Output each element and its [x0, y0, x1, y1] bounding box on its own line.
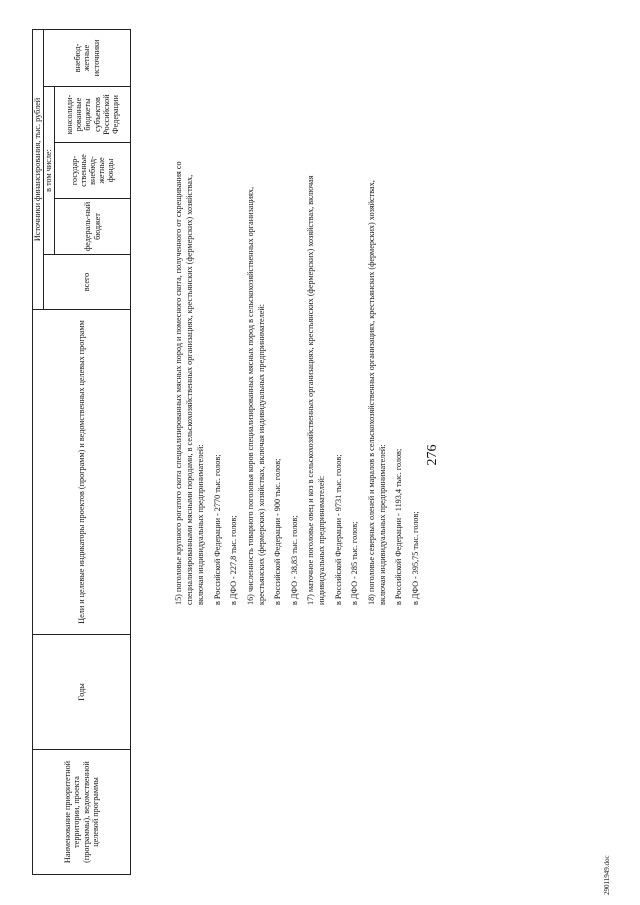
paragraph: 18) поголовье северных оленей и маралов в сельскохозяйственных организациях, крестьянских (фермерских) хозяйствах, включая индивидуальных предпринимателей: — [366, 180, 387, 605]
doc-code: 29011949.doc — [603, 855, 611, 895]
paragraph: 15) поголовье крупного рогатого скота специализированных мясных пород и помесного скота, полученного от скрещивания со специализированными мясными породами, в сельскохозяйственных организациях, крестьянских (фермерских) хозяйствах, включая индивидуальных предпринимателей: — [174, 161, 205, 605]
col-name-header: Наименование приоритетной территории, проекта (программы), ведомственной целевой программы — [33, 750, 131, 875]
paragraph: в Российской Федерации - 1193,4 тыс. голов; — [394, 448, 403, 605]
consolidated-header: консолиди-рованные бюджеты субъектов Российской Федерации — [55, 87, 131, 143]
paragraph: в ДФО - 227,8 тыс. голов; — [229, 515, 238, 605]
including-header: в том числе: — [44, 87, 55, 255]
funding-header: Источники финансирования, тыс. рублей — [33, 29, 44, 309]
state-funds-header: государ-ственные внебюд-жетные фонды — [55, 143, 131, 199]
indicators-text — [173, 155, 426, 605]
col-goals-header: Цели и целевые индикаторы проектов (программ) и ведомственных целевых программ — [33, 310, 131, 635]
paragraph: в Российской Федерации - 900 тыс. голов; — [273, 458, 282, 605]
paragraph: в ДФО - 285 тыс. голов; — [350, 521, 359, 605]
paragraph: в ДФО - 395,75 тыс. голов; — [410, 511, 420, 605]
total-header: всего — [44, 255, 131, 310]
paragraph: в Российской Федерации - 2770 тыс. голов; — [212, 454, 222, 605]
paragraph: в ДФО - 38,83 тыс. голов; — [289, 515, 299, 605]
federal-header: федераль-ный бюджет — [55, 199, 131, 255]
extrabudget-header: внебюд-жетные источники — [44, 29, 131, 86]
paragraph: 17) маточное поголовье овец и коз в сельскохозяйственных организациях, крестьянских (фермерских) хозяйствах, включая индивидуальных предпринимателей: — [306, 175, 326, 605]
paragraph: 16) численность товарного поголовья коров специализированных мясных пород в сельскохозяйственных организациях, крестьянских (фермерских) хозяйствах, включая индивидуальных предпринимателей: — [245, 186, 266, 605]
header-table — [32, 29, 131, 875]
paragraph: в Российской Федерации - 9731 тыс. голов; — [333, 454, 343, 605]
col-years-header: Годы — [33, 635, 131, 750]
page-number: 276 — [425, 444, 440, 466]
